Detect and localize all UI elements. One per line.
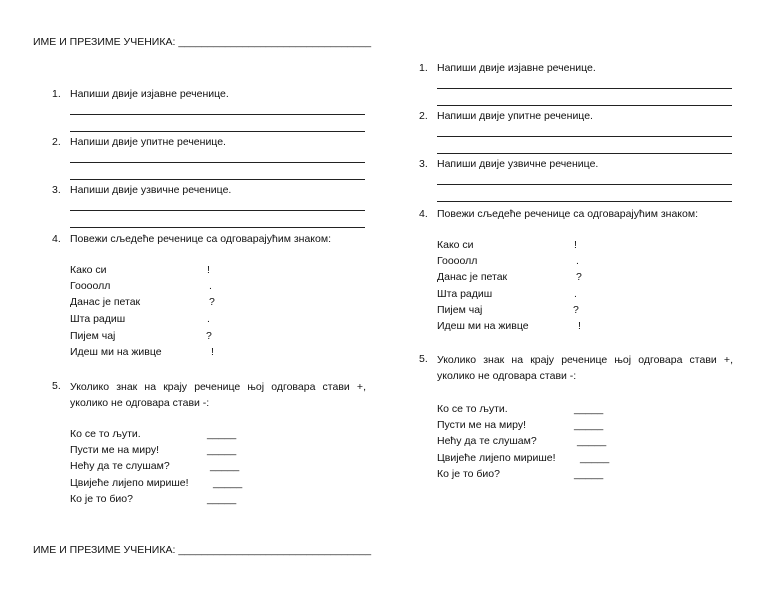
check-sentence: Ко се то љути.	[437, 403, 508, 415]
student-name-label: ИМЕ И ПРЕЗИМЕ УЧЕНИКА:	[33, 36, 176, 48]
task-4-number: 4.	[419, 208, 428, 220]
task-1-text: Напиши двије изјавне реченице.	[437, 62, 596, 74]
match-sentence: Идеш ми на живце	[70, 346, 162, 358]
match-sentence: Данас је петак	[437, 271, 508, 283]
answer-line	[437, 105, 732, 106]
match-sign: !	[207, 264, 210, 276]
match-sign: .	[576, 255, 579, 267]
check-blank: _____	[574, 403, 604, 415]
check-sentence: Ко је то био?	[437, 468, 500, 480]
match-sentence: Данас је петак	[70, 296, 141, 308]
match-sign: ?	[206, 330, 212, 342]
match-sentence: Шта радиш	[437, 288, 493, 300]
task-1-text: Напиши двије изјавне реченице.	[70, 88, 229, 100]
match-sign: !	[578, 320, 581, 332]
match-sign: ?	[209, 296, 215, 308]
answer-line	[437, 88, 732, 89]
check-sentence: Ко је то био?	[70, 493, 133, 505]
task-4-number: 4.	[52, 233, 61, 245]
check-sentence: Нећу да те слушам?	[70, 460, 170, 472]
match-sentence: Пијем чај	[437, 304, 483, 316]
task-5-text: Уколико знак на крају реченице њој одговара стави +, уколико не одговара стави -:	[70, 381, 366, 409]
check-sentence: Нећу да те слушам?	[437, 435, 537, 447]
task-2-number: 2.	[52, 136, 61, 148]
task-4-text: Повежи сљедеће реченице са одговарајућим знаком:	[437, 208, 698, 220]
student-name-blank: _________________________________	[178, 544, 372, 556]
answer-line	[70, 227, 365, 228]
student-name-label: ИМЕ И ПРЕЗИМЕ УЧЕНИКА:	[33, 544, 176, 556]
student-name-line	[33, 544, 371, 556]
task-2-text: Напиши двије упитне реченице.	[437, 110, 593, 122]
answer-line	[70, 131, 365, 132]
match-sentence: Идеш ми на живце	[437, 320, 529, 332]
check-blank: _____	[580, 452, 610, 464]
match-sentence: Гоооолл	[437, 255, 478, 267]
answer-line	[437, 153, 732, 154]
task-2-text: Напиши двије упитне реченице.	[70, 136, 226, 148]
task-4-text: Повежи сљедеће реченице са одговарајућим знаком:	[70, 233, 331, 245]
match-sentence: Гоооолл	[70, 280, 111, 292]
match-sign: ?	[576, 271, 582, 283]
check-blank: _____	[210, 460, 240, 472]
task-3-number: 3.	[52, 184, 61, 196]
match-sign: ?	[573, 304, 579, 316]
task-5-number: 5.	[419, 353, 428, 365]
check-blank: _____	[574, 468, 604, 480]
check-blank: _____	[207, 493, 237, 505]
student-name-line	[33, 36, 371, 48]
task-5-number: 5.	[52, 380, 61, 392]
answer-line	[437, 136, 732, 137]
task-5-text: Уколико знак на крају реченице њој одговара стави +, уколико не одговара стави -:	[437, 354, 733, 382]
match-sign: !	[574, 239, 577, 251]
check-blank: _____	[207, 428, 237, 440]
task-1-number: 1.	[419, 62, 428, 74]
answer-line	[70, 179, 365, 180]
check-sentence: Цвијеће лијепо мирише!	[437, 452, 556, 464]
answer-line	[70, 114, 365, 115]
answer-line	[437, 201, 732, 202]
student-name-blank: _________________________________	[178, 36, 372, 48]
task-3-text: Напиши двије узвичне реченице.	[437, 158, 599, 170]
check-blank: _____	[574, 419, 604, 431]
check-sentence: Пусти ме на миру!	[70, 444, 160, 456]
match-sign: .	[574, 288, 577, 300]
check-sentence: Цвијеће лијепо мирише!	[70, 477, 189, 489]
check-blank: _____	[207, 444, 237, 456]
answer-line	[437, 184, 732, 185]
match-sentence: Пијем чај	[70, 330, 116, 342]
match-sentence: Како си	[70, 264, 107, 276]
match-sentence: Како си	[437, 239, 474, 251]
check-blank: _____	[577, 435, 607, 447]
answer-line	[70, 162, 365, 163]
match-sign: .	[207, 313, 210, 325]
task-3-number: 3.	[419, 158, 428, 170]
check-sentence: Пусти ме на миру!	[437, 419, 527, 431]
task-2-number: 2.	[419, 110, 428, 122]
task-3-text: Напиши двије узвичне реченице.	[70, 184, 232, 196]
match-sign: .	[209, 280, 212, 292]
match-sign: !	[211, 346, 214, 358]
check-blank: _____	[213, 477, 243, 489]
check-sentence: Ко се то љути.	[70, 428, 141, 440]
answer-line	[70, 210, 365, 211]
match-sentence: Шта радиш	[70, 313, 126, 325]
task-1-number: 1.	[52, 88, 61, 100]
